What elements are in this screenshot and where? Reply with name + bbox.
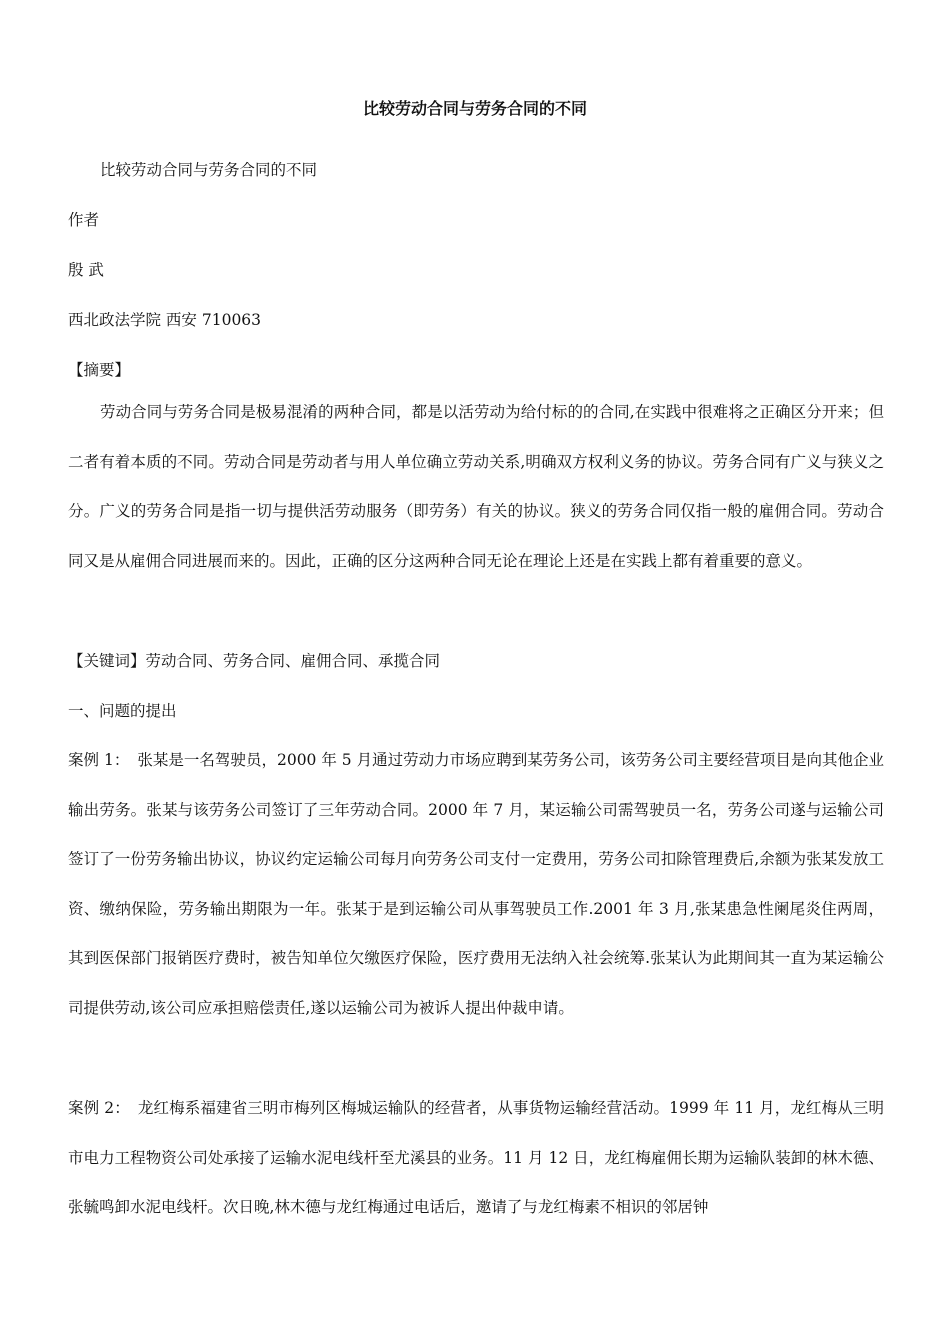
case-2-paragraph xyxy=(68,1084,884,1233)
author-affiliation: 西北政法学院 西安 710063 xyxy=(68,311,262,329)
document-subtitle: 比较劳动合同与劳务合同的不同 xyxy=(100,161,318,179)
case-2-label: 案例 2： xyxy=(68,1099,130,1117)
document-title: 比较劳动合同与劳务合同的不同 xyxy=(362,99,587,118)
case-1-paragraph xyxy=(68,736,884,1034)
keywords-line: 【关键词】劳动合同、劳务合同、雇佣合同、承揽合同 xyxy=(68,652,441,670)
case-1-text: 张某是一名驾驶员，2000 年 5 月通过劳动力市场应聘到某劳务公司，该劳务公司主要经营项目是向其他企业输出劳务。张某与该劳务公司签订了三年劳动合同。2000 年 7 月，某运输公司需驾驶员一名，劳务公司遂与运输公司签订了一份劳务输出协议，协议约定运输公司每月向劳务公司支付一定费用，劳务公司扣除管理费后,余额为张某发放工资、缴纳保险，劳务输出期限为一年。张某于是到运输公司从事驾驶员工作.2001 年 3 月,张某患急性阑尾炎住两周，其到医保部门报销医疗费时，被告知单位欠缴医疗保险，医疗费用无法纳入社会统筹.张某认为此期间其一直为某运输公司提供劳动,该公司应承担赔偿责任,遂以运输公司为被诉人提出仲裁申请。 xyxy=(68,751,885,1017)
author-label: 作者 xyxy=(68,211,100,229)
section-heading-problem: 一、问题的提出 xyxy=(68,702,177,720)
abstract-paragraph: 劳动合同与劳务合同是极易混淆的两种合同，都是以活劳动为给付标的的合同,在实践中很难将之正确区分开来；但二者有着本质的不同。劳动合同是劳动者与用人单位确立劳动关系,明确双方权利义务的协议。劳务合同有广义与狭义之分。广义的劳务合同是指一切与提供活劳动服务（即劳务）有关的协议。狭义的劳务合同仅指一般的雇佣合同。劳动合同又是从雇佣合同进展而来的。因此，正确的区分这两种合同无论在理论上还是在实践上都有着重要的意义。 xyxy=(68,403,884,570)
case-1-label: 案例 1： xyxy=(68,751,130,769)
abstract-heading: 【摘要】 xyxy=(68,361,131,379)
author-name: 殷 武 xyxy=(68,261,104,279)
case-2-text: 龙红梅系福建省三明市梅列区梅城运输队的经营者，从事货物运输经营活动。1999 年 11 月，龙红梅从三明市电力工程物资公司处承接了运输水泥电线杆至尤溪县的业务。11 月 12 日，龙红梅雇佣长期为运输队装卸的林木德、张毓鸣卸水泥电线杆。次日晚,林木德与龙红梅通过电话后，邀请了与龙红梅素不相识的邻居钟 xyxy=(68,1099,884,1217)
